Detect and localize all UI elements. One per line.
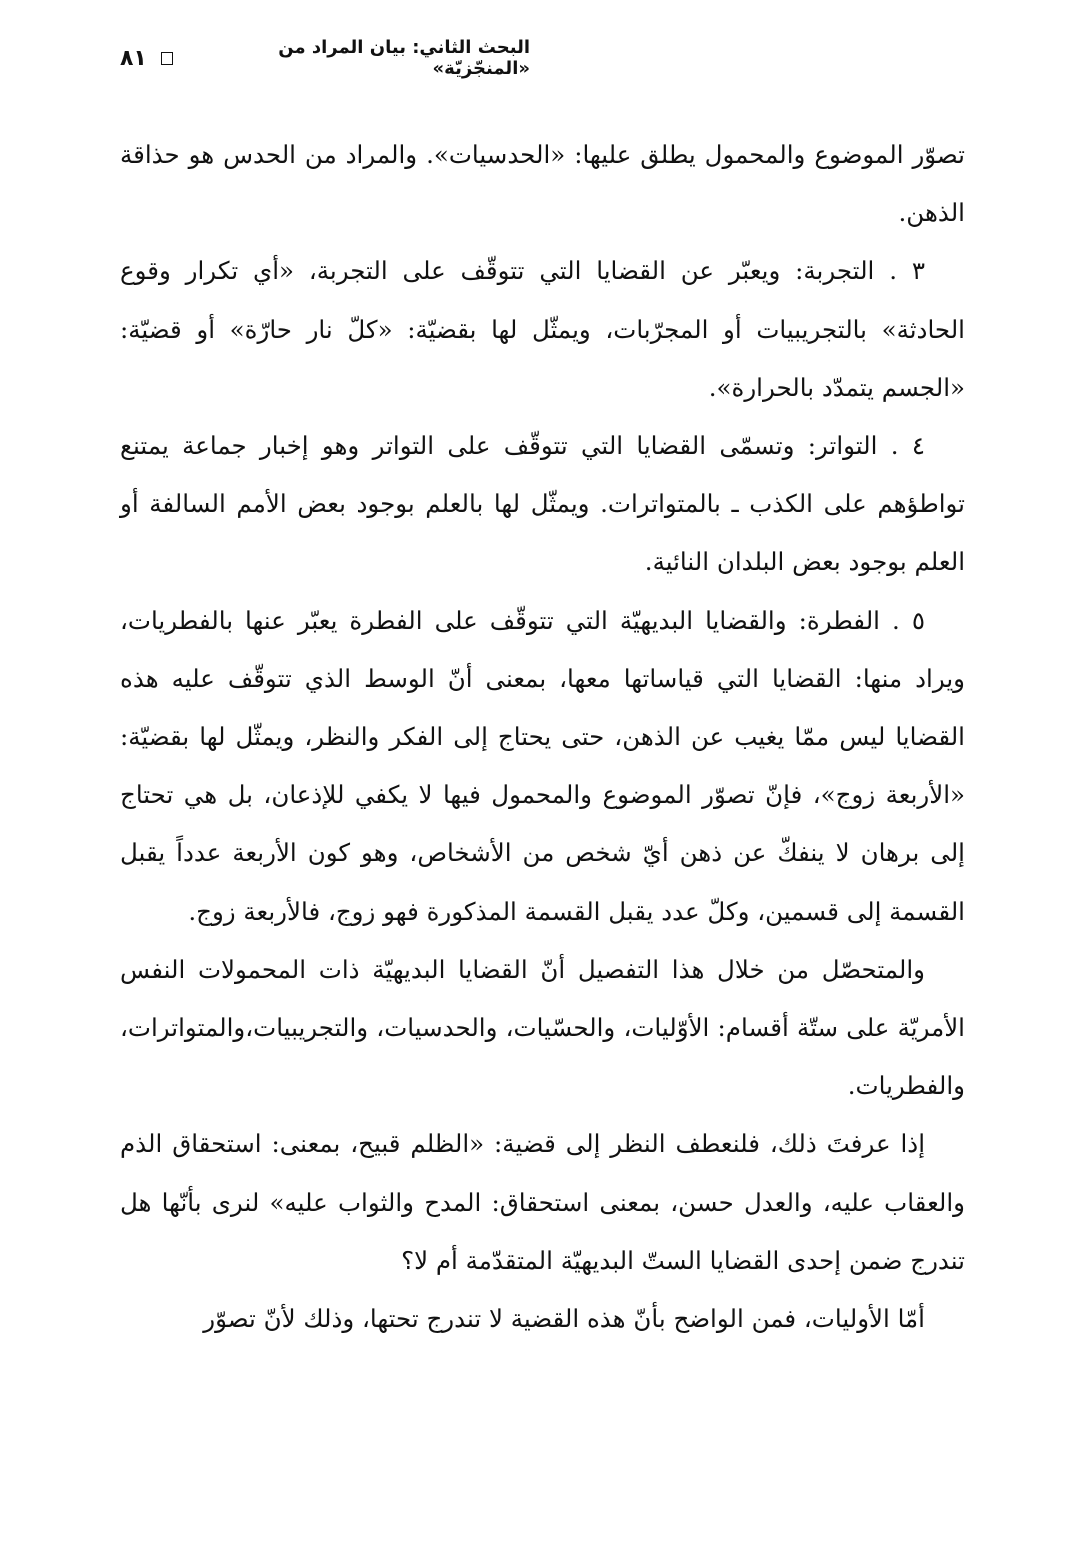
paragraph-question: إذا عرفتَ ذلك، فلنعطف النظر إلى قضية: «الظلم قبيح، بمعنى: استحقاق الذم والعقاب عليه، والعدل حسن، بمعنى استحقاق: المدح والثواب عليه» لنرى بأنّها هل تندرج ضمن إحدى القضايا الستّ البديهيّة المتقدّمة أم لا؟ bbox=[120, 1129, 965, 1275]
paragraph-continuation: تصوّر الموضوع والمحمول يطلق عليها: «الحدسيات». والمراد من الحدس هو حذاقة الذهن. bbox=[120, 140, 965, 228]
page-number: ٨١ bbox=[120, 45, 147, 71]
paragraph-tawatur: ٤ . التواتر: وتسمّى القضايا التي تتوقّف على التواتر وهو إخبار جماعة يمتنع تواطؤهم على الكذب ـ بالمتواترات. ويمثّل لها بالعلم بوجود بعض الأمم السالفة أو العلم بوجود بعض البلدان النائية. bbox=[120, 431, 965, 577]
paragraph-summary: والمتحصّل من خلال هذا التفصيل أنّ القضايا البديهيّة ذات المحمولات النفس الأمريّة على ستّة أقسام: الأوّليات، والحسّيات، والحدسيات، والتجريبيات،والمتواترات، والفطريات. bbox=[120, 954, 965, 1101]
paragraph-experience: ٣ . التجربة: ويعبّر عن القضايا التي تتوقّف على التجربة، «أي تكرار وقوع الحادثة» بالتجريبيات أو المجرّبات، ويمثّل لها بقضيّة: «كلّ نار حارّة» أو قضيّة: «الجسم يتمدّد بالحرارة». bbox=[120, 256, 965, 402]
paragraph-awwaliyat: أمّا الأوليات، فمن الواضح بأنّ هذه القضية لا تندرج تحتها، وذلك لأنّ تصوّر bbox=[203, 1304, 925, 1334]
running-title: البحث الثاني: بيان المراد من «المنجّزيّة» bbox=[278, 37, 530, 79]
running-header bbox=[120, 38, 530, 78]
header-square-icon bbox=[161, 52, 174, 65]
paragraph-fitra: ٥ . الفطرة: والقضايا البديهيّة التي تتوقّف على الفطرة يعبّر عنها بالفطريات، ويراد منها: القضايا التي قياساتها معها، بمعنى أنّ الوسط الذي تتوقّف عليه هذه القضايا ليس ممّا يغيب عن الذهن، حتى يحتاج إلى الفكر والنظر، ويمثّل لها بقضيّة: «الأربعة زوج»، فإنّ تصوّر الموضوع والمحمول فيها لا يكفي للإذعان، بل هي تحتاج إلى برهان لا ينفكّ عن ذهن أيّ شخص من الأشخاص، وهو كون الأربعة عدداً يقبل القسمة إلى قسمين، وكلّ عدد يقبل القسمة المذكورة فهو زوج، فالأربعة زوج. bbox=[120, 605, 965, 926]
body-text bbox=[120, 126, 965, 1348]
